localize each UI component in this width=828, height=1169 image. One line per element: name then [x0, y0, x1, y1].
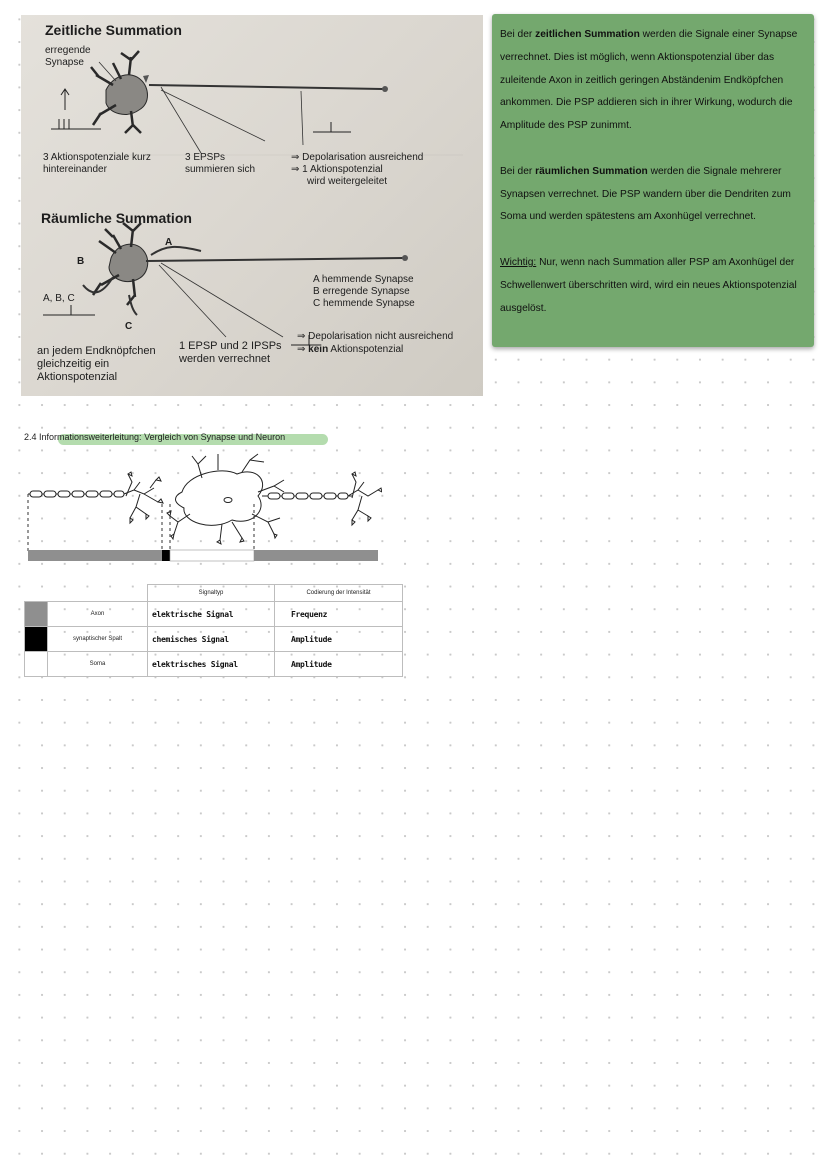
- header-codierung: Codierung der Intensität: [275, 585, 403, 602]
- zeitlich-caption-1a: 3 Aktionspotenziale kurz: [43, 152, 151, 163]
- raeumlich-caption-3b: ⇒ kein Aktionspotenzial: [297, 344, 404, 355]
- neuron-synapse-diagram: [22, 452, 382, 566]
- legend-a: A hemmende Synapse: [313, 274, 414, 285]
- zeitlich-caption-1b: hintereinander: [43, 164, 107, 175]
- signal-cell: chemisches Signal: [148, 627, 275, 652]
- legend-c: C hemmende Synapse: [313, 298, 415, 309]
- table-row: [25, 627, 403, 652]
- swatch-spalt: [25, 627, 48, 652]
- note-paragraph-raeumlich: Bei der räumlichen Summation werden die Signale mehrerer Synapsen verrechnet. Die PSP wandern über die Dendriten zum Soma und werden spätestens am Axonhügel verrechnet.: [500, 165, 791, 223]
- raeumlich-caption-1b: gleichzeitig ein: [37, 358, 110, 370]
- zeitlich-caption-3b: ⇒ 1 Aktionspotenzial: [291, 164, 383, 175]
- cleft-bar: [162, 550, 170, 561]
- summary-note: [492, 14, 814, 347]
- label-c: C: [125, 321, 133, 332]
- axon-bar-left: [28, 550, 162, 561]
- right-axon: [262, 472, 382, 525]
- coding-cell: Amplitude: [275, 627, 403, 652]
- raeumlich-caption-3a: ⇒ Depolarisation nicht ausreichend: [297, 331, 454, 342]
- zeitlich-caption-2a: 3 EPSPs: [185, 152, 226, 163]
- comparison-table: [24, 584, 403, 677]
- signal-cell: elektrisches Signal: [148, 652, 275, 677]
- legend-b: B erregende Synapse: [313, 286, 410, 297]
- note-paragraph-wichtig: Wichtig: Nur, wenn nach Summation aller PSP am Axonhügel der Schwellenwert überschritten wird, wird ein neues Aktionspotenzial ausgelöst.: [500, 256, 797, 314]
- coding-cell: Frequenz: [275, 602, 403, 627]
- section-title: 2.4 Informationsweiterleitung: Vergleich von Synapse und Neuron: [24, 432, 286, 442]
- axon-bar-right: [254, 550, 378, 561]
- zeitlich-title: Zeitliche Summation: [45, 22, 182, 38]
- table-row: [25, 602, 403, 627]
- zeitlich-caption-3c: wird weitergeleitet: [307, 176, 388, 187]
- swatch-axon: [25, 602, 48, 627]
- raeumlich-caption-2a: 1 EPSP und 2 IPSPs: [179, 340, 282, 352]
- zeitlich-caption-2b: summieren sich: [185, 164, 256, 175]
- signal-cell: elektrische Signal: [148, 602, 275, 627]
- soma-bar: [170, 550, 254, 561]
- label-abc: A, B, C: [43, 293, 75, 304]
- swatch-soma: [25, 652, 48, 677]
- zeitlich-caption-3a: ⇒ Depolarisation ausreichend: [291, 152, 424, 163]
- raeumlich-caption-1c: Aktionspotenzial: [37, 371, 118, 383]
- raeumlich-caption-1a: an jedem Endknöpfchen: [37, 345, 156, 357]
- raeumlich-title: Räumliche Summation: [41, 210, 192, 226]
- synapse-label-1: erregende: [45, 45, 91, 56]
- textbook-photo: [21, 15, 483, 396]
- synapse-label-2: Synapse: [45, 57, 84, 68]
- row-label: Soma: [48, 652, 148, 677]
- coding-cell: Amplitude: [275, 652, 403, 677]
- table-row: [25, 652, 403, 677]
- left-axon: [28, 472, 163, 523]
- row-label: synaptischer Spalt: [48, 627, 148, 652]
- raeumlich-caption-2b: werden verrechnet: [179, 353, 271, 365]
- header-signaltyp: Signaltyp: [148, 585, 275, 602]
- row-label: Axon: [48, 602, 148, 627]
- table-header-row: [25, 585, 403, 602]
- label-a: A: [165, 237, 173, 248]
- label-b: B: [77, 256, 85, 267]
- note-paragraph-zeitlich: Bei der zeitlichen Summation werden die Signale einer Synapse verrechnet. Dies ist möglich, wenn Aktionspotenzial über das zuleitende Axon in zeitlich geringen Abständenim Endköpfchen ankommen. Die PSP addieren sich in ihrer Wirkung, wodurch die Amplitude des PSP zunimmt.: [500, 29, 798, 132]
- soma: [167, 454, 284, 544]
